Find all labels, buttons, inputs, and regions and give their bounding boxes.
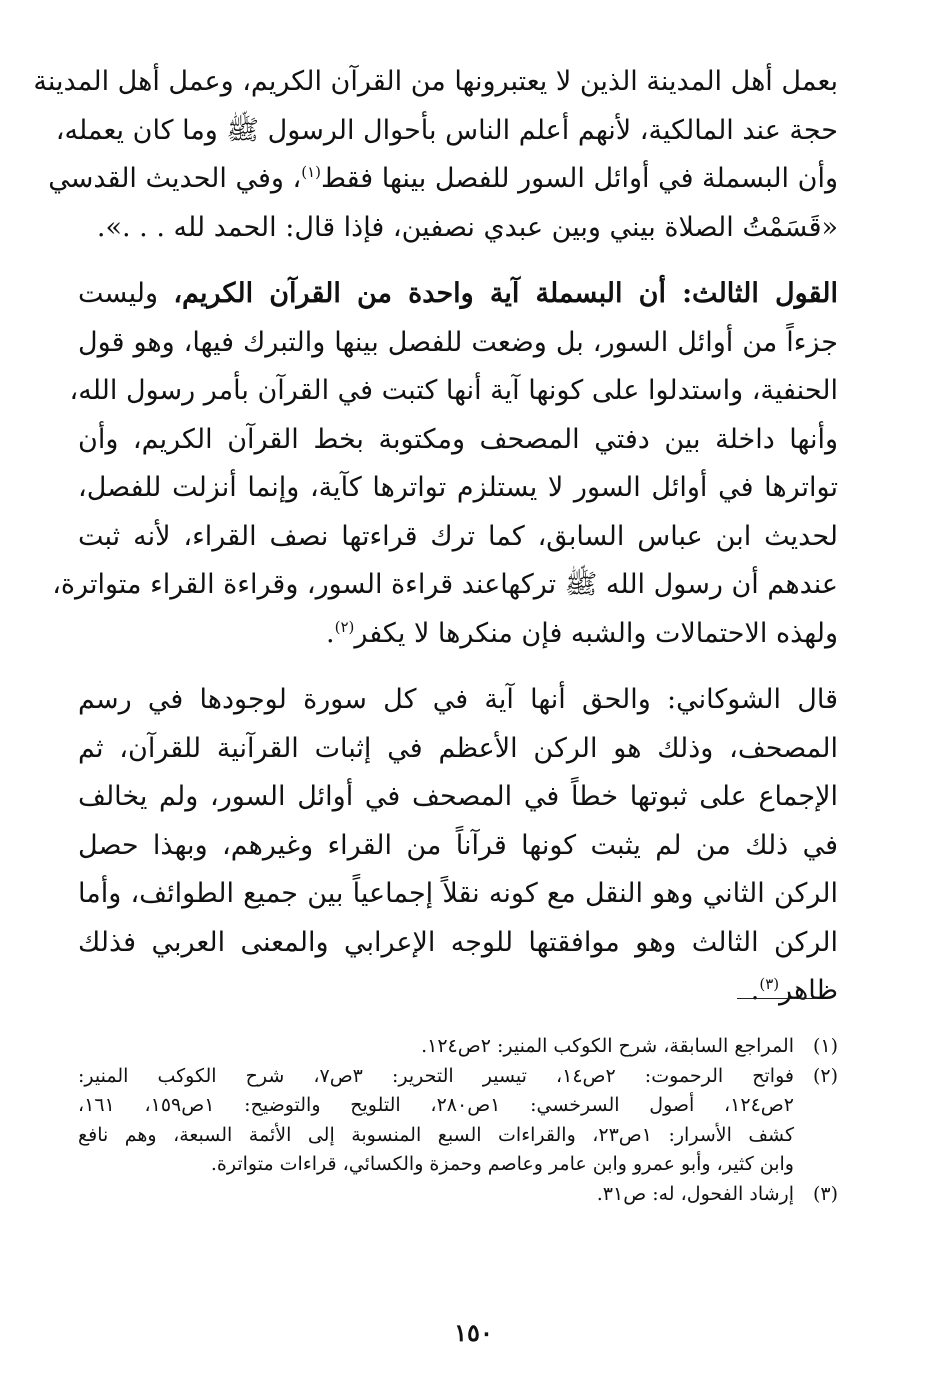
page-number: ١٥٠ (454, 1318, 493, 1347)
text-segment: وأن البسملة في أوائل السور للفصل بينها فقط (320, 163, 838, 194)
section-heading: القول الثالث: أن البسملة آية واحدة من القرآن الكريم، (173, 278, 838, 309)
text-line: لحديث ابن عباس السابق، كما ترك قراءتها نصف القراء، لأنه ثبت (78, 520, 838, 552)
footnote-text (78, 1032, 794, 1062)
text-line: وأنها داخلة بين دفتي المصحف ومكتوبة بخط القرآن الكريم، وأن (78, 423, 838, 455)
page-body (33, 58, 838, 1016)
footnote-divider (737, 998, 817, 999)
text-line (48, 155, 838, 204)
footnote-3 (78, 1180, 838, 1210)
text-segment: ظاهر (779, 975, 838, 1006)
text-line: الركن الثالث وهو موافقتها للوجه الإعرابي والمعنى العربي فذلك (78, 926, 838, 958)
footnote-line: فواتح الرحموت: ٢ص١٤، تيسير التحرير: ٣ص٧، شرح الكوكب المنير: (78, 1064, 794, 1087)
paragraph-2 (52, 270, 838, 658)
text-line: بعمل أهل المدينة الذين لا يعتبرونها من القرآن الكريم، وعمل أهل المدينة (33, 66, 838, 97)
footnote-number: (١) (812, 1035, 838, 1057)
text-line: الركن الثاني وهو النقل مع كونه نقلاً إجماعياً بين جميع الطوائف، وأما (78, 878, 838, 909)
footnote-number: (٢) (812, 1064, 838, 1087)
footnote-line: المراجع السابقة، شرح الكوكب المنير: ٢ص١٢٤. (421, 1035, 794, 1057)
text-line: «قَسَمْتُ الصلاة بيني وبين عبدي نصفين، فإذا قال: الحمد لله . . .». (96, 211, 838, 243)
text-line (78, 967, 838, 1016)
text-segment: . (750, 975, 760, 1006)
footnote-ref-1[interactable]: (١) (301, 163, 321, 181)
footnotes (78, 1032, 838, 1209)
text-line: عندهم أن رسول الله ﷺ تركهاعند قراءة السور، وقراءة القراء متواترة، (52, 569, 838, 600)
footnote-line: كشف الأسرار: ١ص٢٣، والقراءات السبع المنسوبة إلى الأئمة السبعة، وهم نافع (78, 1123, 794, 1146)
footnote-number: (٣) (812, 1182, 838, 1205)
footnote-line: وابن كثير، وأبو عمرو وابن عامر وعاصم وحمزة والكسائي، قراءات متواترة. (210, 1153, 794, 1175)
paragraph-3 (78, 676, 838, 1016)
text-segment: وليست (78, 278, 174, 309)
text-line: حجة عند المالكية، لأنهم أعلم الناس بأحوال الرسول ﷺ وما كان يعمله، (55, 114, 838, 146)
footnote-text (78, 1062, 794, 1180)
text-line: الحنفية، واستدلوا على كونها آية أنها كتبت في القرآن بأمر رسول الله، (69, 375, 838, 406)
paragraph-1 (33, 58, 838, 252)
text-segment: ، وفي الحديث القدسي (48, 163, 302, 194)
text-segment: . (326, 617, 335, 649)
text-segment: ولهذه الاحتمالات والشبه فإن منكرها لا يكفر (354, 617, 838, 649)
text-line: قال الشوكاني: والحق أنها آية في كل سورة لوجودها في رسم (78, 684, 838, 715)
text-line (78, 270, 838, 319)
footnote-1 (78, 1032, 838, 1062)
footnote-line: ٢ص١٢٤، أصول السرخسي: ١ص٢٨٠، التلويح والتوضيح: ١ص١٥٩، ١٦١، (78, 1094, 794, 1116)
text-line: الإجماع على ثبوتها خطاً في المصحف في أوائل السور، ولم يخالف (78, 781, 838, 812)
footnote-2 (78, 1062, 838, 1180)
text-line: المصحف، وذلك هو الركن الأعظم في إثبات القرآنية للقرآن، ثم (78, 732, 838, 764)
footnote-ref-2[interactable]: (٢) (334, 617, 355, 636)
text-line: تواترها في أوائل السور لا يستلزم تواترها كآية، وإنما أنزلت للفصل، (78, 472, 838, 503)
text-line (78, 610, 838, 659)
footnote-text (78, 1180, 794, 1210)
footnote-ref-3[interactable]: (٣) (759, 975, 780, 993)
text-line: جزءاً من أوائل السور، بل وضعت للفصل بينها والتبرك فيها، وهو قول (78, 326, 838, 358)
footnote-line: إرشاد الفحول، له: ص٣١. (596, 1182, 794, 1205)
text-line: في ذلك من لم يثبت كونها قرآناً من القراء وغيرهم، وبهذا حصل (78, 829, 838, 861)
